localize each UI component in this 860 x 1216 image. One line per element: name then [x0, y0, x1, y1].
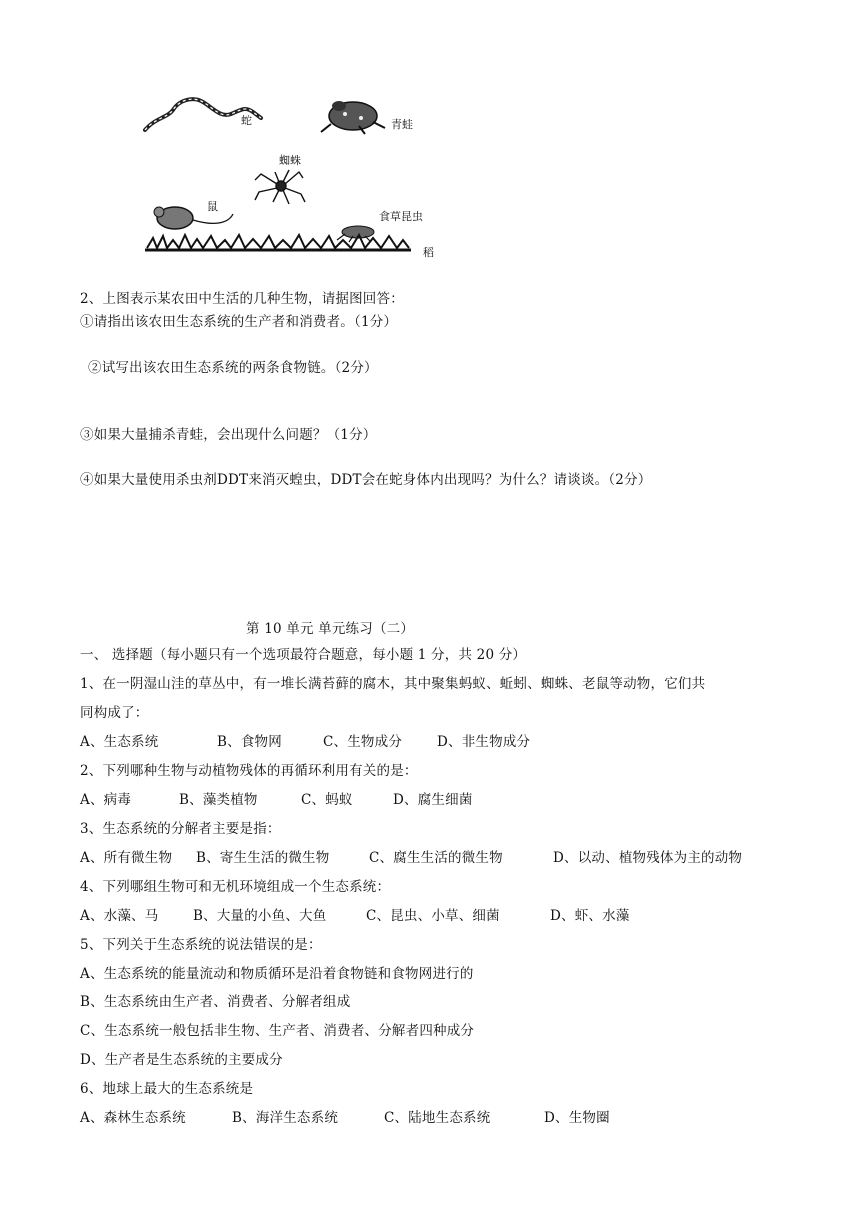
option-d: D、腐生细菌	[393, 792, 473, 808]
option-a: A、水藻、马	[80, 908, 159, 924]
option-b: B、海洋生态系统	[232, 1110, 339, 1126]
frog-drawing	[321, 101, 385, 134]
q4-stem: 4、下列哪组生物可和无机环境组成一个生态系统：	[80, 879, 391, 895]
q1-options	[80, 730, 530, 750]
option-d: D、生物圈	[544, 1110, 610, 1126]
q5-option-b: B、生态系统由生产者、消费者、分解者组成	[80, 994, 351, 1010]
q3-options	[80, 846, 742, 866]
option-c: C、昆虫、小草、细菌	[366, 908, 500, 924]
q5-option-c: C、生态系统一般包括非生物、生产者、消费者、分解者四种成分	[80, 1023, 475, 1039]
q2-sub2: ②试写出该农田生态系统的两条食物链。（2分）	[88, 360, 378, 376]
option-b: B、大量的小鱼、大鱼	[193, 908, 327, 924]
q5-option-d: D、生产者是生态系统的主要成分	[80, 1052, 283, 1068]
option-c: C、生物成分	[323, 734, 403, 750]
section-heading: 一、 选择题（每小题只有一个选项最符合题意，每小题 1 分，共 20 分）	[80, 647, 527, 663]
q1-stem-cont: 同构成了：	[80, 705, 149, 721]
food-web-figure	[133, 88, 453, 258]
option-d: D、非生物成分	[437, 734, 531, 750]
q2-stem: 2、上图表示某农田中生活的几种生物，请据图回答：	[80, 291, 404, 307]
q5-option-a: A、生态系统的能量流动和物质循环是沿着食物链和食物网进行的	[80, 966, 474, 982]
food-web-illustration	[133, 88, 453, 258]
mouse-label: 鼠	[207, 200, 218, 213]
unit-title: 第 10 单元 单元练习（二）	[246, 621, 415, 637]
mouse-drawing	[154, 207, 233, 229]
option-a: A、森林生态系统	[80, 1110, 186, 1126]
option-c: C、蚂蚁	[301, 792, 353, 808]
q2-choice-stem: 2、下列哪种生物与动植物残体的再循环利用有关的是：	[80, 763, 418, 779]
q2-sub3: ③如果大量捕杀青蛙，会出现什么问题？（1分）	[80, 427, 377, 443]
q4-options	[80, 904, 630, 924]
q6-stem: 6、地球上最大的生态系统是	[80, 1081, 254, 1097]
option-c: C、陆地生态系统	[384, 1110, 491, 1126]
q5-stem: 5、下列关于生态系统的说法错误的是：	[80, 937, 322, 953]
q3-stem: 3、生态系统的分解者主要是指：	[80, 821, 281, 837]
option-b: B、食物网	[217, 734, 282, 750]
q2-options	[80, 788, 473, 808]
spider-drawing	[255, 170, 305, 204]
option-b: B、寄生生活的微生物	[196, 850, 330, 866]
rice-grass-drawing	[147, 235, 409, 248]
q2-sub1: ①请指出该农田生态系统的生产者和消费者。（1分）	[80, 314, 398, 330]
insect-label: 食草昆虫	[379, 210, 423, 223]
option-a: A、所有微生物	[80, 850, 173, 866]
frog-label: 青蛙	[391, 118, 413, 131]
snake-label: 蛇	[241, 114, 252, 127]
option-b: B、藻类植物	[179, 792, 258, 808]
q2-sub4: ④如果大量使用杀虫剂DDT来消灭蝗虫，DDT会在蛇身体内出现吗？为什么？请谈谈。（2分）	[80, 472, 652, 488]
spider-label: 蜘蛛	[279, 154, 301, 167]
option-a: A、生态系统	[80, 734, 159, 750]
option-a: A、病毒	[80, 792, 132, 808]
option-c: C、腐生生活的微生物	[369, 850, 503, 866]
rice-label: 稻	[423, 246, 434, 258]
q1-stem: 1、在一阴湿山洼的草丛中，有一堆长满苔藓的腐木，其中聚集蚂蚁、蚯蚓、蜘蛛、老鼠等动物，它们共	[80, 676, 706, 692]
option-d: D、以动、植物残体为主的动物	[553, 850, 743, 866]
option-d: D、虾、水藻	[550, 908, 630, 924]
q6-options	[80, 1106, 610, 1126]
